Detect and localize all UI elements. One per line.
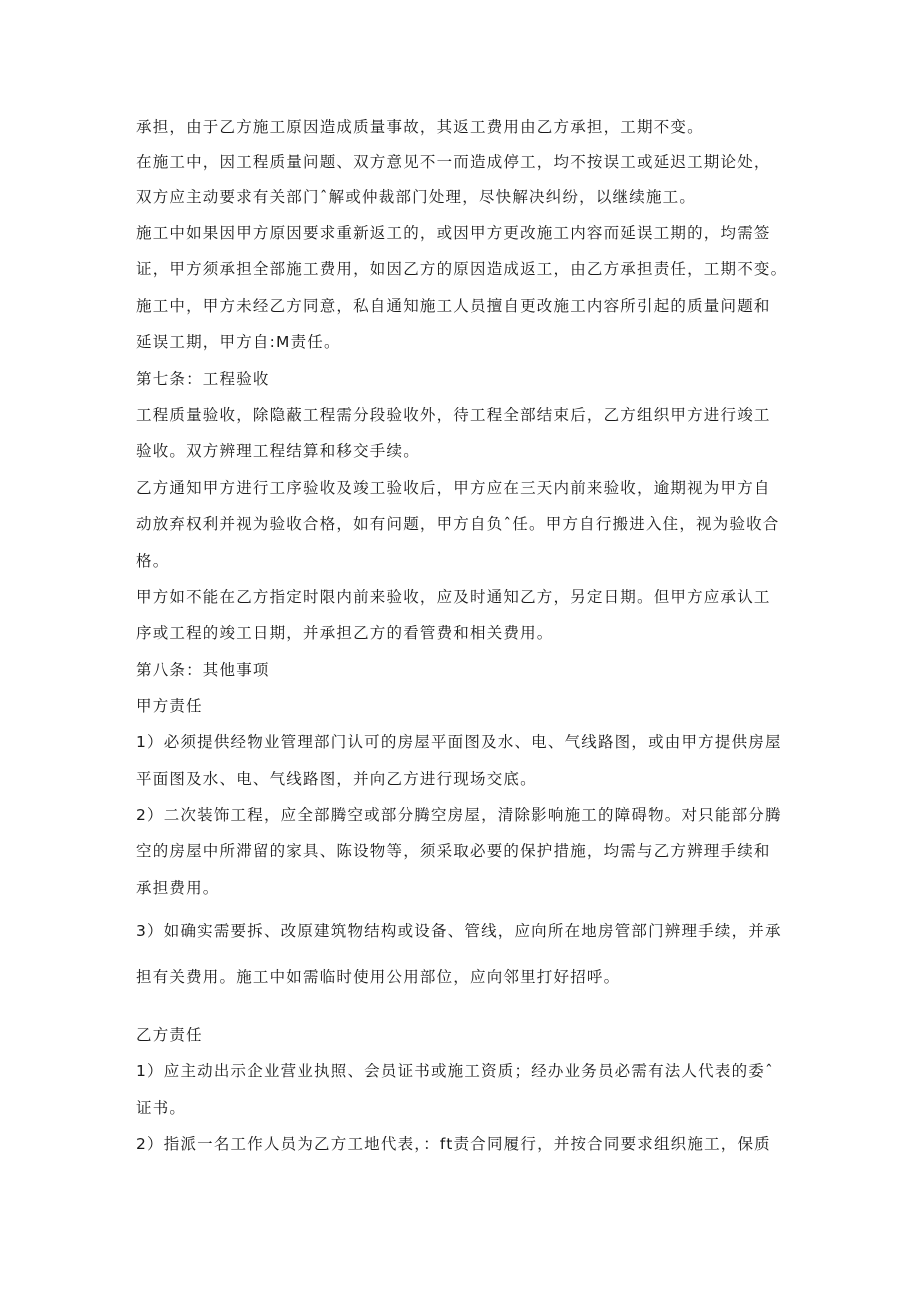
article-heading: 第七条：工程验收 bbox=[136, 370, 270, 388]
text-line: 在施工中，因工程质量问题、双方意见不一而造成停工，均不按误工或延迟工期论处， bbox=[136, 153, 771, 171]
text-line: 工程质量验收，除隐蔽工程需分段验收外，待工程全部结束后，乙方组织甲方进行竣工 bbox=[136, 406, 771, 424]
text-line: 动放弃权利并视为验收合格，如有问题，甲方自负ˆ任。甲方自行搬进入住，视为验收合 bbox=[136, 515, 780, 533]
text-line: 延误工期，甲方自:M责任。 bbox=[136, 333, 341, 351]
text-line: 乙方通知甲方进行工序验收及竣工验收后，甲方应在三天内前来验收，逾期视为甲方自 bbox=[136, 479, 771, 497]
section-heading: 乙方责任 bbox=[136, 1026, 203, 1044]
text-line: 甲方如不能在乙方指定时限内前来验收，应及时通知乙方，另定日期。但甲方应承认工 bbox=[136, 588, 771, 606]
text-line: 担有关费用。施工中如需临时使用公用部位，应向邻里打好招呼。 bbox=[136, 968, 621, 986]
text-line: 证，甲方须承担全部施工费用，如因乙方的原因造成返工，由乙方承担责任，工期不变。 bbox=[136, 260, 788, 278]
text-line: 施工中如果因甲方原因要求重新返工的，或因甲方更改施工内容而延误工期的，均需签 bbox=[136, 224, 771, 242]
text-line: 空的房屋中所滞留的家具、陈设物等，须采取必要的保护措施，均需与乙方辨理手续和 bbox=[136, 842, 771, 860]
text-line: 双方应主动要求有关部门ˆ解或仲裁部门处理，尽快解决纠纷，以继续施工。 bbox=[136, 188, 697, 206]
list-item: 2）指派一名工作人员为乙方工地代表，：ft责合同履行，并按合同要求组织施工，保质 bbox=[136, 1135, 771, 1153]
text-line: 证书。 bbox=[136, 1099, 187, 1117]
text-line: 承担，由于乙方施工原因造成质量事故，其返工费用由乙方承担，工期不变。 bbox=[136, 118, 704, 136]
article-heading: 第八条：其他事项 bbox=[136, 661, 270, 679]
section-heading: 甲方责任 bbox=[136, 697, 203, 715]
text-line: 序或工程的竣工日期，并承担乙方的看管费和相关费用。 bbox=[136, 624, 554, 642]
text-line: 验收。双方辨理工程结算和移交手续。 bbox=[136, 442, 420, 460]
text-line: 格。 bbox=[136, 552, 170, 570]
list-item: 1）必须提供经物业管理部门认可的房屋平面图及水、电、气线路图，或由甲方提供房屋 bbox=[136, 733, 782, 751]
text-line: 平面图及水、电、气线路图，并向乙方进行现场交底。 bbox=[136, 770, 537, 788]
list-item: 3）如确实需要拆、改原建筑物结构或设备、管线，应向所在地房管部门辨理手续，并承 bbox=[136, 922, 782, 940]
text-line: 承担费用。 bbox=[136, 879, 220, 897]
text-line: 施工中，甲方未经乙方同意，私自通知施工人员擅自更改施工内容所引起的质量问题和 bbox=[136, 297, 771, 315]
list-item: 2）二次装饰工程，应全部腾空或部分腾空房屋，清除影响施工的障碍物。对只能部分腾 bbox=[136, 806, 782, 824]
list-item: 1）应主动出示企业营业执照、会员证书或施工资质；经办业务员必需有法人代表的委ˆ bbox=[136, 1062, 774, 1080]
